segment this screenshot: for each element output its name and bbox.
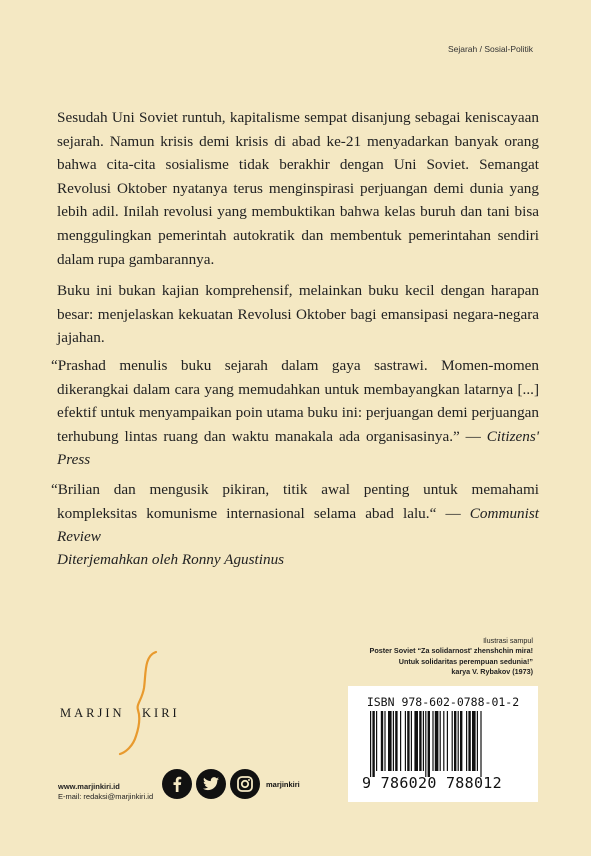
barcode-bar (477, 711, 478, 771)
barcode-bar (425, 711, 426, 777)
credit-line-3: karya V. Rybakov (1973) (451, 667, 533, 677)
isbn-label: ISBN 978-602-0788-01-2 (366, 695, 520, 709)
barcode-bar (405, 711, 406, 771)
barcode-bar (466, 711, 467, 771)
barcode-bar (428, 711, 430, 777)
logo-swash-icon (60, 648, 200, 758)
barcode-bar (443, 711, 444, 771)
barcode-bar (447, 711, 448, 771)
credit-line-1: Poster Soviet “Za solidarnost' zhenshchin mira! (369, 646, 533, 656)
translator-credit: Diterjemahkan oleh Ronny Agustinus (57, 551, 285, 568)
website-link[interactable]: www.marjinkiri.id (58, 782, 120, 791)
blurb-paragraph-1: Sesudah Uni Soviet runtuh, kapitalisme sempat disanjung sebagai keniscayaan sejarah. Namun krisis demi krisis di abad ke-21 menyadarkan banyak orang bahwa cita-cita sosialisme tidak berakhir dengan Uni Soviet. Semangat Revolusi Oktober nyatanya terus menginspirasi perjuangan demi dunia yang lebih adil. Inilah revolusi yang membuktikan bahwa kelas buruh dan tani bisa menggulingkan pemerintah autokratik dan membentuk pemerintahan sendiri dalam rupa gambarannya. (57, 109, 539, 268)
barcode-bar (407, 711, 409, 771)
barcode-bar (411, 711, 412, 771)
barcode-bar (458, 711, 459, 771)
barcode-bar (400, 711, 401, 771)
barcode-bar (460, 711, 462, 771)
publisher-logo (60, 648, 200, 758)
twitter-icon[interactable] (196, 769, 226, 799)
barcode-bar (432, 711, 433, 771)
barcode-bar (419, 711, 421, 771)
barcode-bar (414, 711, 418, 771)
instagram-icon[interactable] (230, 769, 260, 799)
barcode-bar (454, 711, 456, 771)
barcode-bar (472, 711, 476, 771)
barcode-bar (395, 711, 397, 771)
barcode-bar (381, 711, 383, 771)
barcode-bar (423, 711, 424, 771)
logo-text-right: KIRI (142, 706, 180, 720)
quote-source: Communist Review (57, 504, 539, 546)
facebook-icon[interactable] (162, 769, 192, 799)
blurb-paragraph-2: Buku ini bukan kajian komprehensif, melainkan buku kecil dengan harapan besar: menjelaskan kekuatan Revolusi Oktober bagi emansipasi negara-negara jajahan. (57, 282, 539, 347)
quote-text: “Prashad menulis buku sejarah dalam gaya sastrawi. Momen-momen dikerangkai dalam cara yang memudahkan untuk membayangkan latarnya [...] efektif untuk menyampaikan poin utama buku ini: perjuangan demi perjuangan terhubung lintas ruang dan waktu manakala ada organisasinya.” — (51, 357, 539, 445)
social-links (162, 769, 300, 799)
isbn-barcode (348, 686, 538, 802)
barcode-bar (384, 711, 385, 771)
review-quote-1 (51, 354, 539, 472)
barcode-bar (372, 711, 374, 777)
barcode-bar (393, 711, 394, 771)
social-handle[interactable]: marjinkiri (266, 779, 300, 789)
quote-source: Citizens' Press (57, 427, 539, 469)
review-quote-2 (51, 478, 539, 549)
email-address[interactable]: E-mail: redaksi@marjinkiri.id (58, 792, 154, 801)
quote-text: “Brilian dan mengusik pikiran, titik awal penting untuk memahami kompleksitas komunisme internasional selama abad lalu.“ — (51, 481, 539, 522)
barcode-bar (370, 711, 371, 777)
barcode-bar (440, 711, 441, 771)
credit-title: Ilustrasi sampul (483, 636, 533, 645)
barcode-bar (388, 711, 392, 771)
logo-text-left: MARJIN (60, 706, 125, 720)
barcode-bar (376, 711, 377, 771)
publisher-contact (58, 782, 153, 802)
credit-line-2: Untuk solidaritas perempuan sedunia!” (398, 656, 533, 666)
barcode-bars (370, 711, 520, 777)
barcode-bar (480, 711, 481, 777)
cover-illustration-credit (370, 636, 533, 678)
barcode-bar (452, 711, 453, 771)
barcode-bar (435, 711, 439, 771)
category-label: Sejarah / Sosial-Politik (447, 44, 533, 54)
isbn-digits: 9 786020 788012 (362, 774, 502, 792)
barcode-bar (468, 711, 470, 771)
